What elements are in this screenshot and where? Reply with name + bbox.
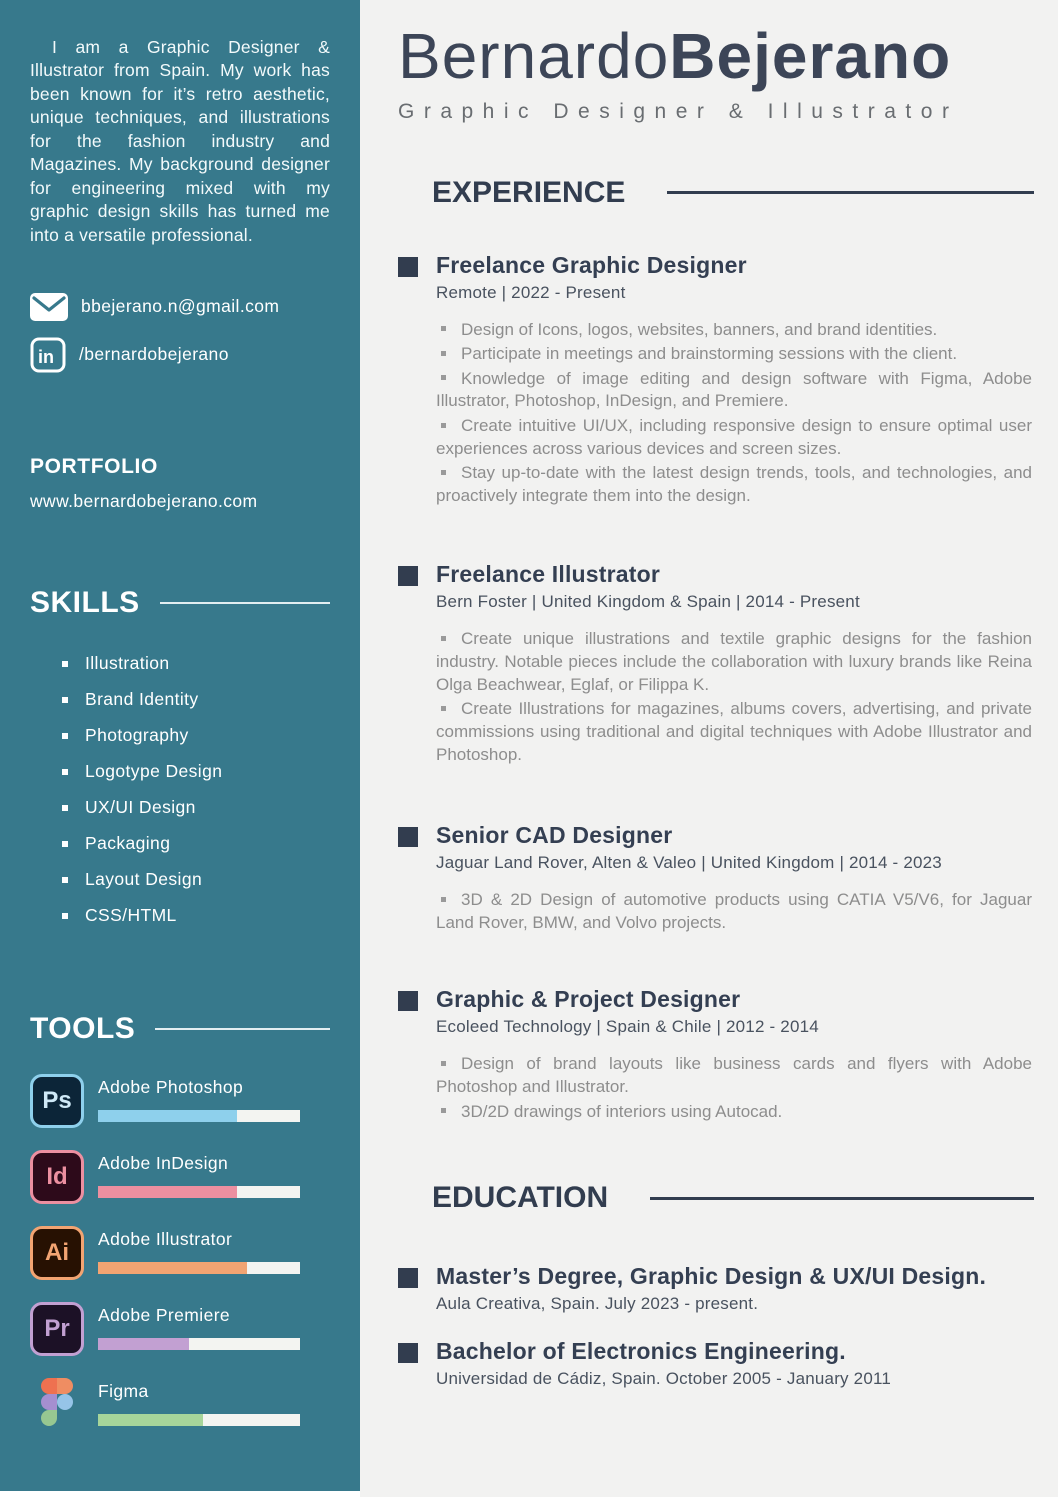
job-bullet: Design of brand layouts like business cards and flyers with Adobe Photoshop and Illustrator. [436, 1053, 1032, 1098]
education-rule [650, 1197, 1034, 1200]
tool-name: Adobe Premiere [98, 1304, 231, 1325]
edu-marker-square [398, 1343, 418, 1363]
job-entry [398, 252, 1034, 508]
intro-text: I am a Graphic Designer & Illustrator from Spain. My work has been known for it’s retro aesthetic, unique techniques, and illustrations for the fashion industry and Magazines. My background designer for engineering mixed with my graphic design skills has turned me into a versatile professional. [30, 37, 330, 245]
job-bullet: Participate in meetings and brainstorming sessions with the client. [436, 343, 1032, 366]
name-subtitle: Graphic Designer & Illustrator [398, 99, 959, 123]
tool-row-indesign [30, 1150, 330, 1204]
education-entry [398, 1338, 1034, 1389]
tools-heading: TOOLS [30, 1011, 136, 1045]
tools-list [30, 1074, 330, 1426]
skills-rule [160, 602, 330, 604]
education-entry [398, 1263, 1034, 1314]
tool-progress-fill [98, 1414, 203, 1426]
job-entry [398, 822, 1034, 934]
job-bullet: Design of Icons, logos, websites, banners, and brand identities. [436, 319, 1032, 342]
job-meta: Jaguar Land Rover, Alten & Valeo | United Kingdom | 2014 - 2023 [436, 853, 942, 873]
square-bullet-icon [62, 877, 68, 883]
tools-rule [155, 1028, 330, 1030]
tool-name: Adobe InDesign [98, 1152, 229, 1173]
linkedin-text: /bernardobejerano [79, 344, 229, 365]
tool-row-figma [30, 1378, 330, 1426]
skill-item: Brand Identity [30, 682, 330, 718]
edu-title: Master’s Degree, Graphic Design & UX/UI Design. [436, 1263, 987, 1290]
job-meta: Bern Foster | United Kingdom & Spain | 2014 - Present [436, 592, 860, 612]
job-entry [398, 986, 1034, 1123]
skills-list [30, 646, 330, 934]
skill-item: Packaging [30, 826, 330, 862]
email-icon [30, 293, 68, 321]
job-entry [398, 561, 1034, 766]
experience-heading: EXPERIENCE [432, 175, 626, 209]
job-title: Senior CAD Designer [436, 822, 673, 849]
sidebar [0, 0, 360, 1491]
tool-progress-fill [98, 1338, 189, 1350]
contact-section [30, 293, 330, 373]
square-bullet-icon [62, 805, 68, 811]
contact-row-linkedin[interactable] [30, 337, 330, 373]
skill-item: UX/UI Design [30, 790, 330, 826]
experience-heading-row [398, 176, 1034, 210]
job-bullet: 3D & 2D Design of automotive products using CATIA V5/V6, for Jaguar Land Rover, BMW, and Volvo projects. [436, 889, 1032, 934]
name-first: Bernardo [398, 20, 670, 92]
tool-progress-fill [98, 1186, 237, 1198]
contact-row-email[interactable] [30, 293, 330, 321]
tool-progress [98, 1110, 300, 1122]
tool-name: Adobe Photoshop [98, 1076, 244, 1097]
square-bullet-icon [62, 913, 68, 919]
job-bullet: Knowledge of image editing and design software with Figma, Adobe Illustrator, Photoshop, InDesign, and Premiere. [436, 368, 1032, 413]
square-bullet-icon [62, 841, 68, 847]
skill-item: CSS/HTML [30, 898, 330, 934]
tool-progress-fill [98, 1262, 247, 1274]
square-bullet-icon [62, 733, 68, 739]
tool-row-premiere [30, 1302, 330, 1356]
figma-icon [30, 1378, 84, 1426]
square-bullet-icon [62, 769, 68, 775]
main-content [360, 0, 1058, 1497]
tool-name: Adobe Illustrator [98, 1228, 233, 1249]
skill-item: Layout Design [30, 862, 330, 898]
tool-progress [98, 1262, 300, 1274]
job-bullets [436, 1053, 1034, 1123]
job-marker-square [398, 827, 418, 847]
job-bullet: Create intuitive UI/UX, including responsive design to ensure optimal user experiences across various devices and screen sizes. [436, 415, 1032, 460]
job-title: Freelance Graphic Designer [436, 251, 747, 278]
edu-title: Bachelor of Electronics Engineering. [436, 1338, 846, 1365]
edu-marker-square [398, 1268, 418, 1288]
job-bullet: 3D/2D drawings of interiors using Autocad. [436, 1101, 1032, 1124]
name-last: Bejerano [669, 20, 952, 92]
job-meta: Ecoleed Technology | Spain & Chile | 2012 - 2014 [436, 1017, 819, 1037]
premiere-icon: Pr [30, 1302, 84, 1356]
skill-item: Photography [30, 718, 330, 754]
education-heading-row [398, 1181, 1034, 1215]
square-bullet-icon [62, 697, 68, 703]
linkedin-icon [30, 337, 66, 373]
job-bullet: Create Illustrations for magazines, albums covers, advertising, and private commissions using traditional and digital techniques with Adobe Illustrator and Photoshop. [436, 698, 1032, 766]
photoshop-icon: Ps [30, 1074, 84, 1128]
square-bullet-icon [62, 661, 68, 667]
job-marker-square [398, 566, 418, 586]
tool-progress [98, 1338, 300, 1350]
experience-rule [667, 191, 1034, 194]
tool-progress [98, 1414, 300, 1426]
svg-text:in: in [38, 346, 54, 367]
job-bullets [436, 628, 1034, 766]
job-title: Freelance Illustrator [436, 561, 661, 588]
portfolio-heading: PORTFOLIO [30, 454, 158, 478]
tool-progress [98, 1186, 300, 1198]
job-bullets [436, 889, 1034, 934]
tool-row-illustrator [30, 1226, 330, 1280]
skills-heading-row [30, 586, 330, 620]
education-heading: EDUCATION [432, 1181, 609, 1215]
job-bullet: Stay up-to-date with the latest design trends, tools, and technologies, and proactively integrate them into the design. [436, 462, 1032, 507]
tool-name: Figma [98, 1380, 149, 1401]
portfolio-url[interactable]: www.bernardobejerano.com [30, 490, 258, 511]
tools-heading-row [30, 1012, 330, 1046]
job-marker-square [398, 991, 418, 1011]
skill-item: Illustration [30, 646, 330, 682]
edu-meta: Aula Creativa, Spain. July 2023 - present. [436, 1294, 759, 1314]
tool-progress-fill [98, 1110, 237, 1122]
skills-heading: SKILLS [30, 585, 140, 619]
job-title: Graphic & Project Designer [436, 986, 741, 1013]
job-marker-square [398, 257, 418, 277]
page-title [398, 20, 1034, 94]
email-text: bbejerano.n@gmail.com [81, 296, 280, 317]
tool-row-photoshop [30, 1074, 330, 1128]
illustrator-icon: Ai [30, 1226, 84, 1280]
indesign-icon: Id [30, 1150, 84, 1204]
job-bullets [436, 319, 1034, 508]
edu-meta: Universidad de Cádiz, Spain. October 2005 - January 2011 [436, 1369, 892, 1389]
job-meta: Remote | 2022 - Present [436, 282, 626, 302]
skill-item: Logotype Design [30, 754, 330, 790]
job-bullet: Create unique illustrations and textile graphic designs for the fashion industry. Notable pieces include the collaboration with luxury brands like Reina Olga Beachwear, Eglaf, or Filippa K. [436, 628, 1032, 696]
